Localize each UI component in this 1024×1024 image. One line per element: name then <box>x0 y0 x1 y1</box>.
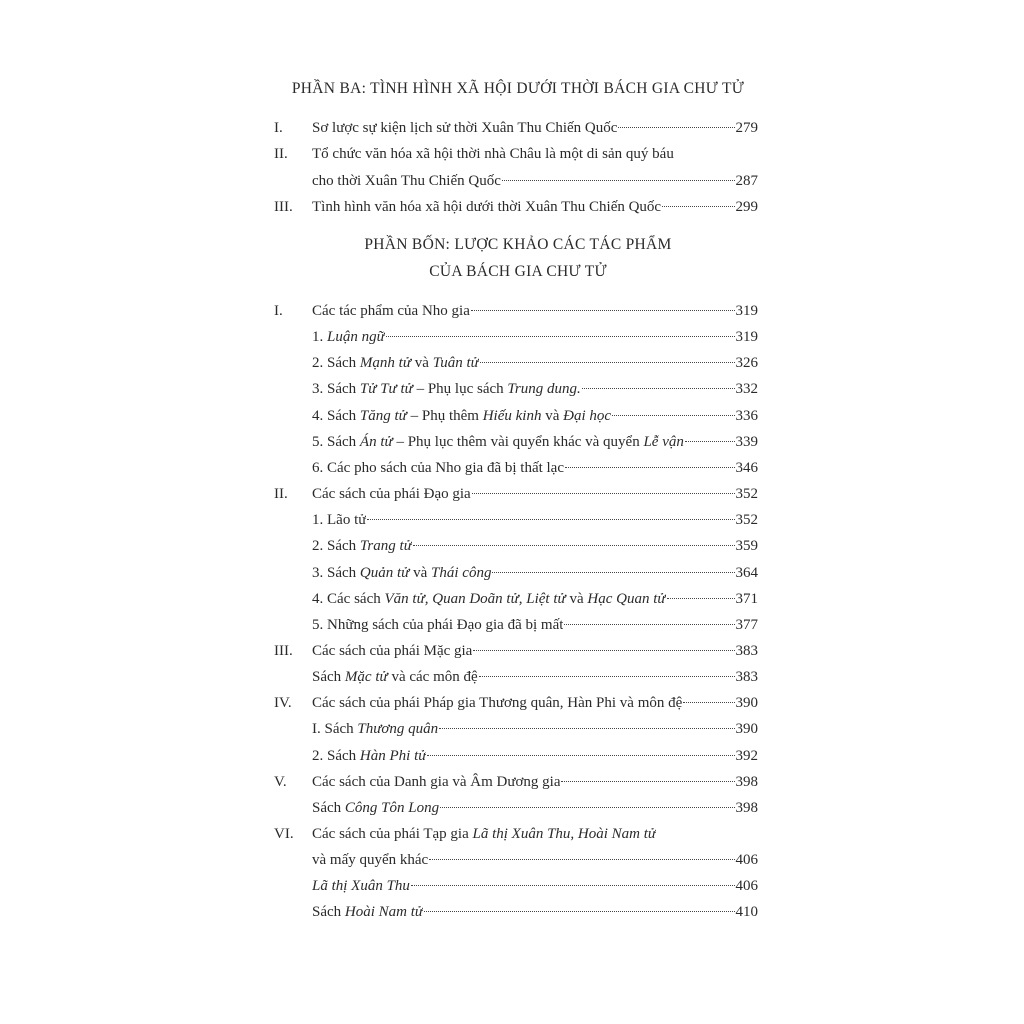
entry-title-italic: Luận ngữ <box>327 329 385 346</box>
toc-entry <box>0 429 1024 455</box>
entry-page-number: 383 <box>735 642 758 659</box>
entry-page-number: 352 <box>735 512 758 529</box>
toc-entry <box>0 586 1024 612</box>
entry-title <box>312 847 428 873</box>
entry-title: Tổ chức văn hóa xã hội thời nhà Châu là một di sản quý báu <box>312 146 674 163</box>
entry-page-number: 319 <box>735 303 758 319</box>
dot-leader <box>429 859 734 860</box>
entry-title-text: và mấy quyển khác <box>312 852 429 869</box>
entry-title-text: 4. Sách <box>312 407 360 424</box>
toc-entry <box>0 324 1024 350</box>
entry-title-italic: Lễ vận <box>643 433 684 450</box>
entry-title-text: – Phụ thêm <box>406 407 483 424</box>
toc-entry <box>0 115 1024 141</box>
dot-leader <box>492 572 734 573</box>
entry-title-text: 4. Các sách <box>312 590 385 607</box>
entry-title-text: 3. Sách <box>312 381 360 398</box>
toc-entry <box>0 899 1024 925</box>
entry-title-text: 2. Sách <box>312 538 360 555</box>
entry-title <box>312 716 438 742</box>
entry-title-text: và <box>565 590 588 607</box>
entry-title-text: Các tác phẩm của Nho gia <box>312 303 470 319</box>
entry-page-number: 299 <box>735 198 758 215</box>
entry-title-text: và <box>411 355 433 372</box>
toc-entry <box>0 769 1024 795</box>
entry-title-italic: Tử Tư tử <box>359 381 413 398</box>
entry-title-text: 1. Lão tử <box>312 512 367 529</box>
toc-entry <box>0 847 1024 873</box>
part3-heading: PHẦN BA: TÌNH HÌNH XÃ HỘI DƯỚI THỜI BÁCH GIA CHƯ TỬ <box>291 80 745 97</box>
entry-page-number: 406 <box>735 852 758 869</box>
entry-title-text: 2. Sách <box>312 747 360 764</box>
entry-title-text: 5. Những sách của phái Đạo gia đã bị mất <box>312 616 564 633</box>
entry-page-number: 390 <box>735 721 758 738</box>
entry-title-text: 6. Các pho sách của Nho gia đã bị thất lạc <box>312 459 564 476</box>
dot-leader <box>667 598 735 599</box>
entry-number: II. <box>274 146 288 163</box>
entry-title-text: Các sách của phái Tạp gia <box>312 826 473 842</box>
part4-heading-line2: CỦA BÁCH GIA CHƯ TỬ <box>429 263 607 280</box>
entry-number: I. <box>274 120 283 136</box>
entry-title <box>312 403 611 429</box>
dot-leader <box>367 519 734 520</box>
entry-page-number: 279 <box>735 120 758 136</box>
entry-page-number: 332 <box>735 381 758 398</box>
entry-title-italic: Án tử <box>359 433 393 450</box>
entry-title-text: Sách <box>312 669 345 686</box>
entry-page-number: 371 <box>735 590 758 607</box>
entry-title-italic: Tăng tử <box>359 407 407 424</box>
entry-page-number: 377 <box>735 616 758 633</box>
entry-title-italic: Văn tử, Quan Doãn tử, Liệt tử <box>384 590 566 607</box>
dot-leader <box>582 388 735 389</box>
toc-entry <box>0 690 1024 716</box>
entry-number: II. <box>274 486 288 503</box>
entry-title <box>312 638 472 664</box>
entry-title <box>312 324 385 350</box>
entry-title <box>312 821 656 847</box>
entry-number: IV. <box>274 695 292 712</box>
entry-title-text: Các sách của phái Pháp gia Thương quân, Hàn Phi và môn đệ <box>312 695 683 712</box>
dot-leader <box>561 781 734 782</box>
entry-title <box>312 743 426 769</box>
entry-title <box>312 298 470 324</box>
toc-entry <box>0 168 1024 194</box>
entry-title <box>312 769 560 795</box>
dot-leader <box>427 755 734 756</box>
toc-entry <box>0 612 1024 638</box>
dot-leader <box>440 807 734 808</box>
entry-title-text: Các sách của Danh gia và Âm Dương gia <box>312 773 561 790</box>
entry-page-number: 336 <box>735 407 758 424</box>
entry-title-italic: Hoài Nam tử <box>344 904 424 921</box>
entry-title-text: Các sách của phái Đạo gia <box>312 486 471 503</box>
entry-number: III. <box>274 642 293 659</box>
entry-title-text: và các môn đệ <box>387 669 478 686</box>
dot-leader <box>424 911 734 912</box>
toc-entry <box>0 350 1024 376</box>
entry-title: cho thời Xuân Thu Chiến Quốc <box>312 172 501 189</box>
toc-entry <box>0 638 1024 664</box>
dot-leader <box>565 467 735 468</box>
dot-leader <box>502 180 735 181</box>
entry-title-text: – Phụ lục thêm vài quyển khác và quyển <box>392 433 644 450</box>
toc-entry <box>0 403 1024 429</box>
entry-page-number: 339 <box>735 433 758 450</box>
dot-leader <box>439 728 734 729</box>
dot-leader <box>473 650 734 651</box>
entry-title-text: Sách <box>312 799 345 816</box>
entry-title: Sơ lược sự kiện lịch sử thời Xuân Thu Chiến Quốc <box>312 120 618 136</box>
dot-leader <box>479 676 735 677</box>
entry-page-number: 383 <box>735 669 758 686</box>
toc-entry <box>0 194 1024 220</box>
toc-entry <box>0 821 1024 847</box>
entry-title-italic: Tuân tử <box>432 355 479 372</box>
toc-entry <box>0 873 1024 899</box>
entry-page-number: 352 <box>735 486 758 503</box>
entry-title-text: 5. Sách <box>312 433 360 450</box>
entry-page-number: 287 <box>735 172 758 189</box>
entry-number: III. <box>274 198 293 215</box>
entry-title <box>312 429 684 455</box>
entry-title <box>312 455 564 481</box>
entry-title-italic: Lã thị Xuân Thu <box>312 878 410 895</box>
entry-title-italic: Quản tử <box>359 564 410 581</box>
entry-page-number: 392 <box>735 747 758 764</box>
entry-title: Tình hình văn hóa xã hội dưới thời Xuân Thu Chiến Quốc <box>312 198 662 215</box>
dot-leader <box>618 127 734 128</box>
entry-page-number: 406 <box>735 878 758 895</box>
toc-entry <box>0 455 1024 481</box>
entry-title-text: và <box>409 564 432 581</box>
entry-title-italic: Mặc tử <box>344 669 388 686</box>
entry-title-text: Các sách của phái Mặc gia <box>312 642 473 659</box>
entry-number: I. <box>274 303 283 319</box>
dot-leader <box>662 206 734 207</box>
toc-entry <box>0 141 1024 167</box>
entry-title-text: 1. <box>312 329 327 346</box>
entry-title-italic: Thương quân <box>357 721 439 738</box>
entry-title-text: 2. Sách <box>312 355 360 372</box>
dot-leader <box>472 493 735 494</box>
part4-heading-line1: PHẦN BỐN: LƯỢC KHẢO CÁC TÁC PHẨM <box>364 236 672 253</box>
toc-entry <box>0 298 1024 324</box>
entry-title <box>312 612 563 638</box>
toc-entry <box>0 795 1024 821</box>
entry-title-italic: Lã thị Xuân Thu, Hoài Nam tử <box>472 826 657 842</box>
entry-title <box>312 560 491 586</box>
dot-leader <box>413 545 735 546</box>
entry-page-number: 398 <box>735 773 758 790</box>
entry-title <box>312 533 412 559</box>
entry-page-number: 364 <box>735 564 758 581</box>
toc-entry <box>0 664 1024 690</box>
entry-page-number: 319 <box>735 329 758 346</box>
entry-title-text: – Phụ lục sách <box>412 381 508 398</box>
toc-entry <box>0 376 1024 402</box>
entry-title-italic: Hạc Quan tử <box>587 590 666 607</box>
toc-entry <box>0 716 1024 742</box>
toc-entry <box>0 533 1024 559</box>
entry-title-italic: Đại học <box>563 407 612 424</box>
entry-title-text: Sách <box>312 904 345 921</box>
toc-entry <box>0 481 1024 507</box>
toc-entry <box>0 507 1024 533</box>
dot-leader <box>564 624 734 625</box>
toc-entry <box>0 743 1024 769</box>
entry-title <box>312 899 423 925</box>
entry-title-italic: Hiếu kinh <box>482 407 542 424</box>
dot-leader <box>480 362 735 363</box>
entry-title <box>312 350 479 376</box>
entry-title-text: I. Sách <box>312 721 358 738</box>
dot-leader <box>411 885 735 886</box>
entry-title <box>312 873 410 899</box>
entry-title-text: 3. Sách <box>312 564 360 581</box>
dot-leader <box>685 441 735 442</box>
entry-page-number: 359 <box>735 538 758 555</box>
entry-title <box>312 507 366 533</box>
entry-number: V. <box>274 773 287 790</box>
entry-page-number: 410 <box>735 904 758 921</box>
dot-leader <box>386 336 735 337</box>
entry-title <box>312 664 478 690</box>
entry-title <box>312 690 682 716</box>
entry-page-number: 326 <box>735 355 758 372</box>
entry-title-italic: Công Tôn Long <box>344 799 440 816</box>
dot-leader <box>612 415 734 416</box>
dot-leader <box>683 702 734 703</box>
entry-title-text: và <box>541 407 564 424</box>
entry-title-italic: Trung dung. <box>507 381 581 398</box>
entry-page-number: 390 <box>735 695 758 712</box>
toc-entry <box>0 560 1024 586</box>
entry-title-italic: Trang tử <box>359 538 412 555</box>
entry-title-italic: Hàn Phi tử <box>359 747 427 764</box>
entry-title <box>312 795 439 821</box>
entry-title <box>312 376 581 402</box>
entry-page-number: 346 <box>735 459 758 476</box>
entry-title <box>312 586 666 612</box>
dot-leader <box>471 310 735 311</box>
entry-page-number: 398 <box>735 799 758 816</box>
entry-title <box>312 481 471 507</box>
entry-title-italic: Thái công <box>431 564 492 581</box>
entry-number: VI. <box>274 826 294 842</box>
entry-title-italic: Mạnh tử <box>359 355 412 372</box>
